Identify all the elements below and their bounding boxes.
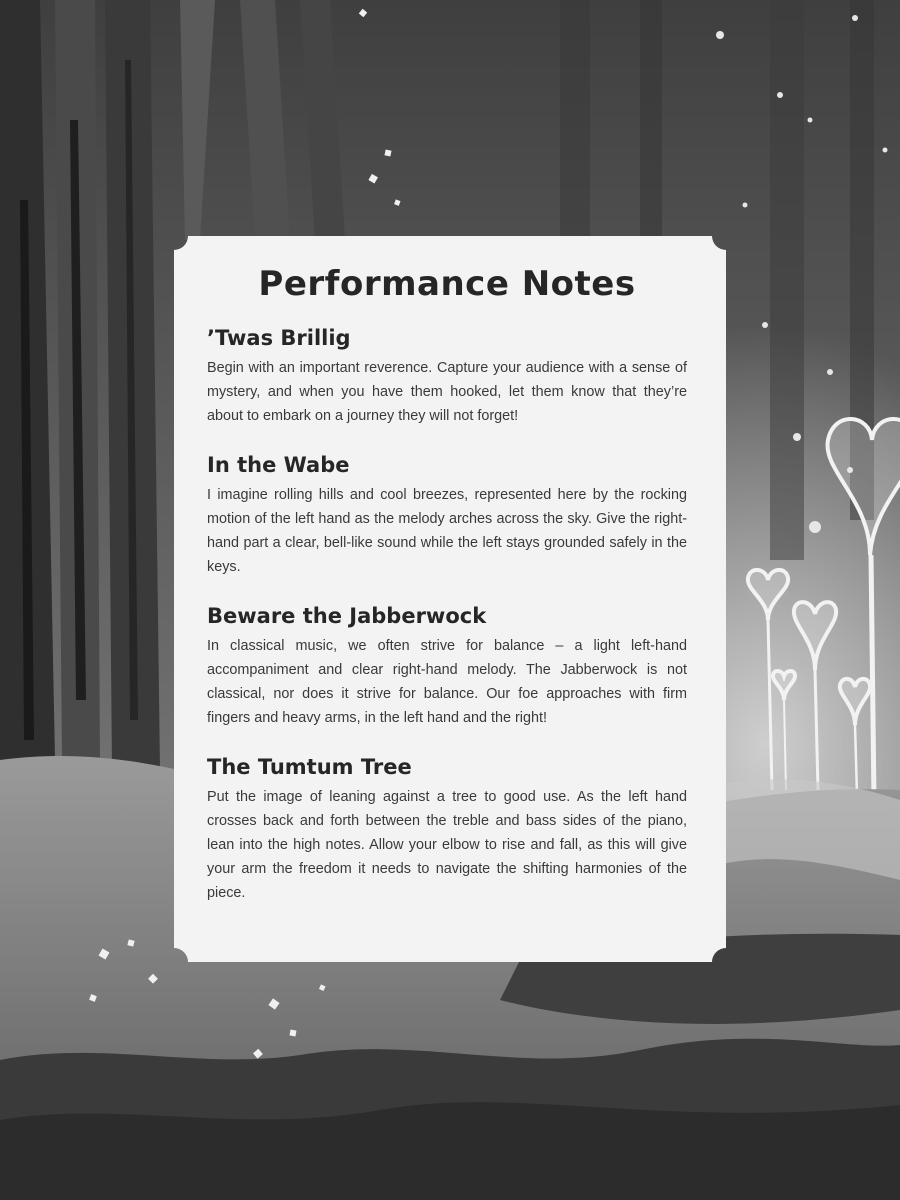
section-body: Put the image of leaning against a tree to good use. As the left hand crosses back and forth between the treble and bass sides of the piano, lean into the high notes. Allow your elbow to rise and fall, as this will give your arm the freedom it needs to navigate the shifting harmonies of the piece. <box>207 789 687 901</box>
page-title: Performance Notes <box>258 264 636 304</box>
section-body: I imagine rolling hills and cool breezes, represented here by the rocking motion of the left hand as the melody arches across the sky. Give the right-hand part a clear, bell-like sound while the left stays grounded safely in the keys. <box>207 487 687 575</box>
performance-notes-card <box>174 236 726 962</box>
section-heading: In the Wabe <box>207 453 350 477</box>
card-content <box>207 264 687 930</box>
section-body: In classical music, we often strive for balance – a light left-hand accompaniment and clear right-hand melody. The Jabberwock is not classical, nor does it strive for balance. Our foe approaches with firm fingers and heavy arms, in the left hand and the right! <box>207 638 687 726</box>
note-section-in-the-wabe <box>207 453 687 579</box>
note-section-twas-brillig <box>207 326 687 428</box>
section-heading: ’Twas Brillig <box>207 326 351 350</box>
note-section-the-tumtum-tree <box>207 755 687 905</box>
section-body: Begin with an important reverence. Capture your audience with a sense of mystery, and when you have them hooked, let them know that they’re about to embark on a journey they will not forget! <box>207 360 687 424</box>
section-heading: Beware the Jabberwock <box>207 604 487 628</box>
note-section-beware-the-jabberwock <box>207 604 687 730</box>
section-heading: The Tumtum Tree <box>207 755 412 779</box>
